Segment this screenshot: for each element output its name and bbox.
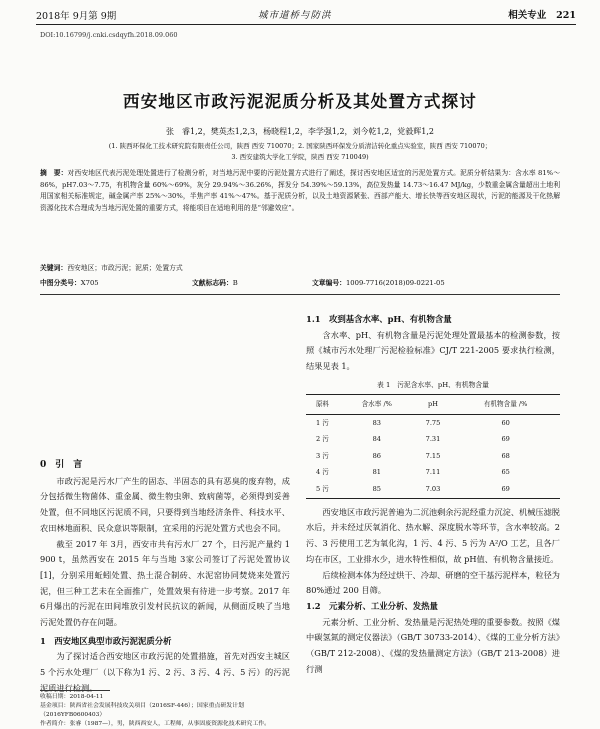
running-header — [36, 2, 576, 28]
author-list: 张 睿1,2，樊英杰1,2,3，杨晓程1,2，李学强1,2，刘今乾1,2，党毅辉1,2 — [166, 127, 434, 136]
header-rule — [36, 24, 576, 25]
issue-info: 2018年 9月第 9期 — [36, 11, 117, 22]
right-column — [306, 312, 560, 677]
table-cell: 7.15 — [425, 451, 441, 460]
intro-paragraph: 截至 2017 年 3月，西安市共有污水厂 27 个，日污泥产量约 1 900 t，虽然西安在 2015 年与当地 3家公司签订了污泥处置协议[1]，分别采用蚯蚓处置、热土混合制砖、水泥窑协同焚烧来处置污泥，但三种工艺未在全面推广，处置效果有待进一步考察。2017 年 6月爆出的污泥在田间堆放引发村民抗议的新闻，从侧面反映了当地污泥处置仍存在问题。 — [40, 538, 290, 628]
table-row — [306, 448, 560, 465]
received-date: 收稿日期：2018-04-11 — [40, 694, 104, 700]
sec12-heading: 1.2 元素分析、工业分析、发热量 — [306, 600, 438, 611]
table-header-cell: pH — [415, 394, 452, 415]
section-name: 相关专业 — [508, 10, 547, 21]
doc-code-label: 文献标志码： — [192, 279, 233, 287]
article-id — [312, 277, 445, 287]
footnote — [40, 693, 290, 729]
table-cell: 7.11 — [425, 468, 441, 477]
clc-value: X705 — [80, 279, 99, 287]
intro-paragraph: 市政污泥是污水厂产生的固态、半固态的具有恶臭的废弃物，成分包括微生物菌体、重金属、微生物虫卵、致病菌等，必须得到妥善处置，但不同地区污泥质不同，只要得到当地经济条件、科技水平、农田林地面积、民众意识等限制，宜采用的污泥处置方式也会不同。 — [40, 475, 290, 533]
author-bio: 作者简介：张睿（1987—），男，陕西西安人，工程师，从事固废资源化技术研究工作。 — [40, 721, 270, 727]
abstract-text: 对西安地区代表污泥处理处置进行了检测分析，对当地污泥中要的污泥处置方式进行了阐述，探讨西安地区适宜的污泥处置方式。泥质分析结果为：含水率 81%～86%，pH7.03～7.75，有机物含量 60%～69%，灰分 29.94%～36.26%，挥发分 54.39%～59.13%，高位发热量 14.73～16.47 MJ/kg，少数重金属含量超出土地利用国家相关标准规定，碱金属产率 25%～30%，半焦产率 41%～47%。基于泥质分析，以及土地资源紧张、西部产能大、增长快等西安地区现状，污泥的能源及干化热解资源化技术合理成为当地污泥处置的重要方式，将能项目在适地利用的是“邻避效应”。 — [40, 169, 561, 212]
clc-label: 中图分类号： — [40, 279, 81, 287]
table-header-cell: 有机物含量 /% — [451, 394, 560, 415]
table-cell: 69 — [501, 435, 510, 444]
sec12-paragraph: 元素分析、工业分析、发热量是污泥热处理的重要参数。按照《煤中碳氢氮的测定仪器法》（GB/T 30733-2014）、《煤的工业分析方法》（GB/T 212-2008）、《煤的发热量测定方法》（GB/T 213-2008）进行测 — [306, 616, 560, 674]
table-cell: 68 — [501, 451, 510, 460]
sec11-heading: 1.1 攻到基含水率、pH、有机物含量 — [306, 314, 452, 324]
keywords-label: 关键词： — [40, 264, 68, 272]
keywords — [40, 262, 183, 272]
affiliation-line: (1. 陕西环保化工技术研究院有限责任公司，陕西 西安 710070；2. 国家陕西环保发分质清洁转化重点实验室，陕西 西安 710070； — [108, 142, 492, 150]
table-row — [306, 465, 560, 482]
table-cell: 7.31 — [425, 435, 441, 444]
table-caption: 表 1 污泥含水率、pH、有机物含量 — [377, 380, 489, 389]
table-cell: 1 污 — [316, 418, 329, 427]
journal-name: 城市道桥与防洪 — [258, 10, 332, 21]
doi: DOI:10.16799/j.cnki.csdqyfh.2018.09.060 — [40, 31, 178, 39]
document-code — [192, 277, 238, 287]
table-cell: 65 — [501, 468, 510, 477]
left-column — [40, 458, 290, 697]
intro-heading: 0 引 言 — [40, 460, 83, 470]
table-cell: 7.03 — [415, 481, 452, 498]
sec11-paragraph: 含水率、pH、有机物含量是污泥处理处置最基本的检测参数，按照《城市污水处理厂污泥检验标准》CJ/T 221-2005 要求执行检测，结果见表 1。 — [306, 329, 560, 372]
table-header-cell: 含水率 /% — [339, 394, 415, 415]
table-cell: 83 — [372, 418, 381, 427]
table-header-cell: 原料 — [306, 394, 339, 415]
section1-paragraph: 为了探讨适合西安地区市政污泥的处置措施，首先对西安主城区 5 个污水处理厂（以下称为1 污、2 污、3 污、4 污、5 污）的污泥泥质进行检测。 — [40, 651, 290, 693]
clc-number — [40, 277, 99, 287]
affiliations — [50, 141, 550, 163]
fund-info: 基金项目：陕西省社会发展科技攻关项目（2016SF-446）；国家重点研发计划（2016YFB0600403） — [40, 703, 244, 718]
section1-heading: 1 西安地区典型市政污泥泥质分析 — [40, 635, 172, 646]
sludge-properties-table — [306, 394, 560, 499]
table-cell: 60 — [501, 418, 510, 427]
table-cell: 84 — [372, 435, 381, 444]
affiliation-line: 3. 西安建筑大学化工学院，陕西 西安 710049) — [231, 153, 369, 161]
paper-title: 西安地区市政污泥泥质分析及其处置方式探讨 — [123, 92, 477, 111]
table-row — [306, 432, 560, 449]
table-header-row — [306, 394, 560, 415]
table-row — [306, 415, 560, 432]
abstract-separator — [40, 294, 560, 295]
table-cell: 7.75 — [425, 418, 441, 427]
doc-code-value: B — [232, 279, 238, 287]
table-cell: 81 — [372, 468, 381, 477]
table-cell: 4 污 — [316, 468, 329, 477]
table-cell: 2 污 — [316, 435, 329, 444]
table-cell: 85 — [339, 481, 415, 498]
table-cell: 5 污 — [306, 481, 339, 498]
table-cell: 3 污 — [316, 451, 329, 460]
abstract — [40, 168, 560, 214]
footnote-rule — [40, 690, 110, 691]
sec11-paragraph: 后续检测本体为经过烘干、冷却、研磨的空干基污泥样本，粒径为 80%通过 200 目筛。 — [306, 569, 560, 596]
article-id-value: 1009-7716(2018)09-0221-05 — [345, 279, 445, 287]
table-row — [306, 481, 560, 498]
keywords-text: 西安地区；市政污泥；泥质；处置方式 — [67, 264, 183, 272]
abstract-label: 摘 要： — [40, 169, 68, 177]
table-cell: 86 — [372, 451, 381, 460]
page-header-right — [508, 7, 576, 21]
sec11-paragraph: 西安地区市政污泥普遍为二沉池剩余污泥经重力沉淀、机械压滤脱水后，并未经过厌氧消化、热水解、深度脱水等环节，含水率较高。2 污、3 污使用工艺为氧化沟，1 污、4 污、5 污为 A²/O 工艺，且各厂均在市区，工业排水少，进水特性相似，故 pH值、有机物含量接近。 — [306, 506, 560, 564]
article-id-label: 文章编号： — [312, 279, 346, 287]
table-cell: 69 — [451, 481, 560, 498]
page-number: 221 — [556, 10, 576, 21]
